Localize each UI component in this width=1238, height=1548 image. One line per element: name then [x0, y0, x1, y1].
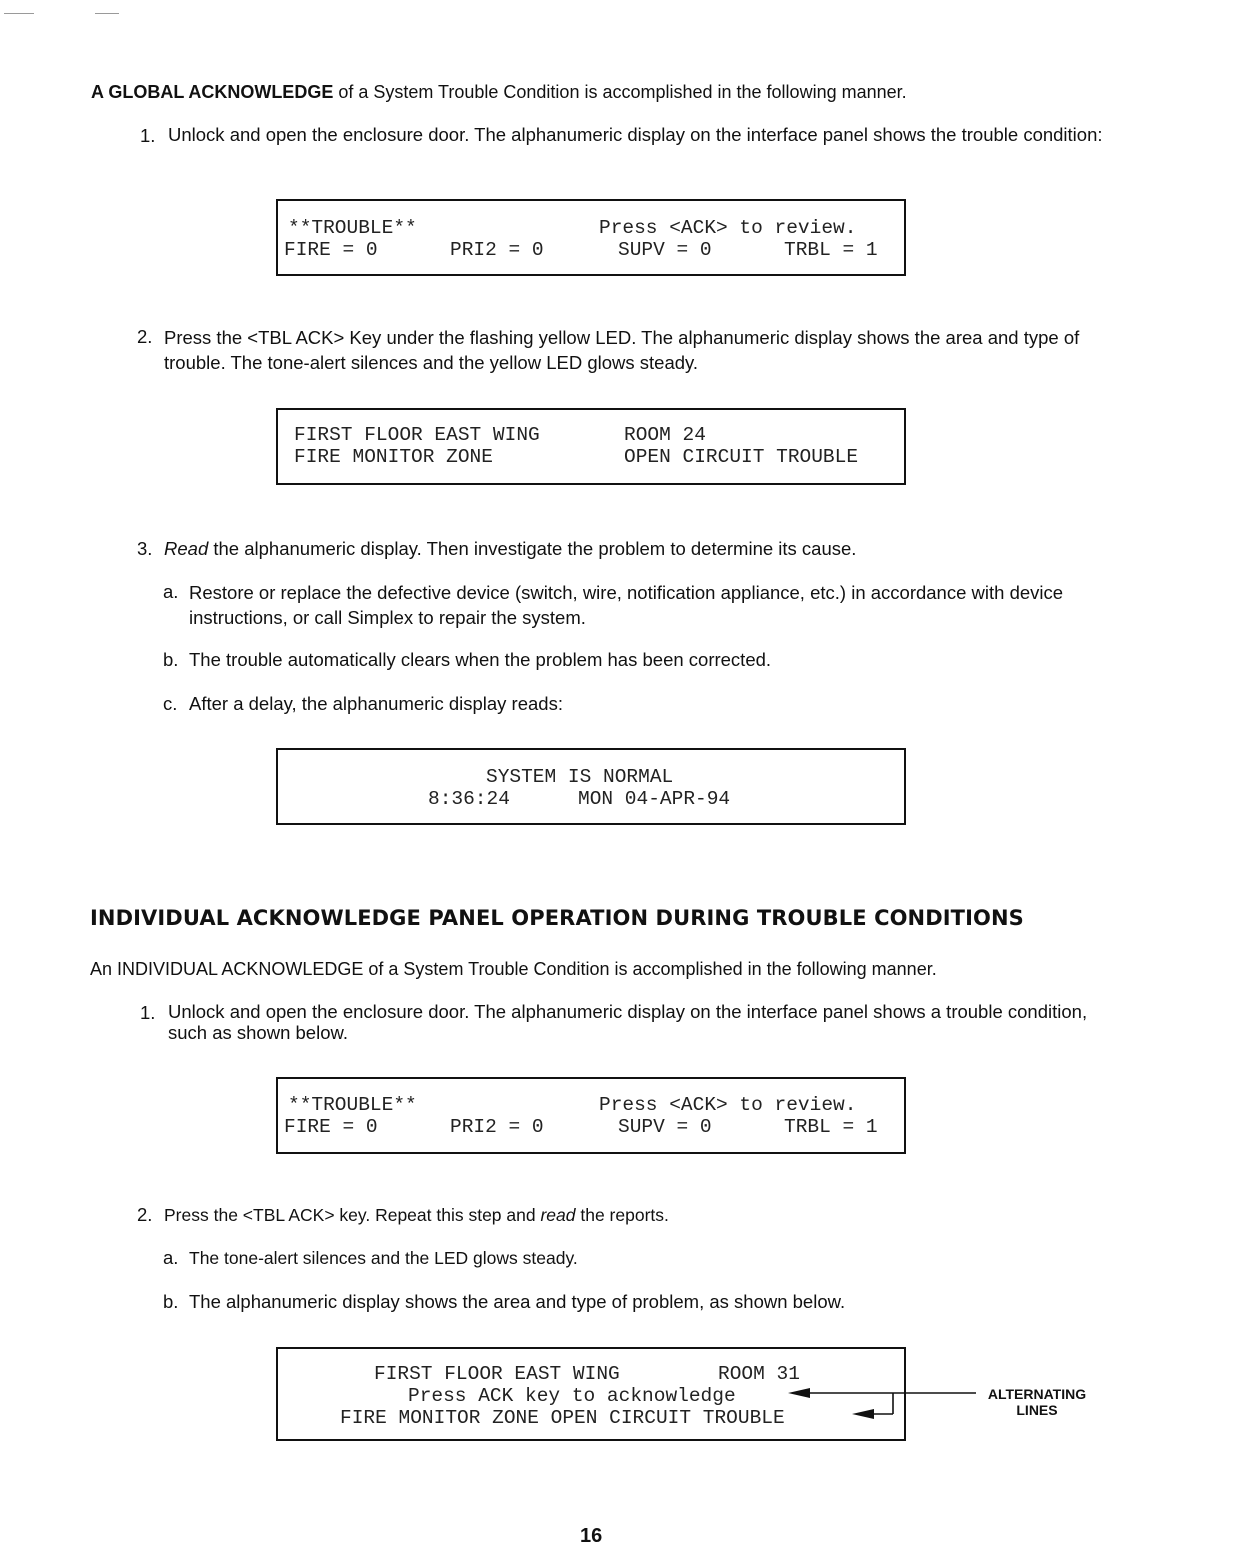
- display-line: FIRE MONITOR ZONE OPEN CIRCUIT TROUBLE: [340, 1407, 785, 1429]
- step-1-text: Unlock and open the enclosure door. The alphanumeric display on the interface panel shows a trouble condition, such as shown below.: [168, 1001, 1088, 1043]
- scan-mark: [4, 13, 34, 14]
- arrow-line-3: [852, 1393, 893, 1419]
- display-line: **TROUBLE**: [288, 1094, 417, 1116]
- display-line: SUPV = 0: [618, 1116, 712, 1138]
- display-line: 8:36:24: [428, 788, 510, 810]
- display-line: SYSTEM IS NORMAL: [486, 766, 674, 788]
- step-2-text: Press the <TBL ACK> Key under the flashing yellow LED. The alphanumeric display shows the area and type of trouble. The tone-alert silences and the yellow LED glows steady.: [164, 327, 1080, 373]
- substep-letter: b.: [163, 1291, 179, 1312]
- step-2-italic: read: [540, 1205, 576, 1225]
- display-line: FIRE MONITOR ZONE: [294, 446, 493, 468]
- display-line: OPEN CIRCUIT TROUBLE: [624, 446, 859, 468]
- substep-b-text: The alphanumeric display shows the area and type of problem, as shown below.: [189, 1291, 846, 1312]
- step-3-rest: the alphanumeric display. Then investigate the problem to determine its cause.: [208, 538, 857, 559]
- step-number: 1.: [140, 1002, 156, 1023]
- display-line: SUPV = 0: [618, 239, 712, 261]
- display-line: **TROUBLE**: [288, 217, 417, 239]
- display-line: TRBL = 1: [784, 239, 878, 261]
- display-line: TRBL = 1: [784, 1116, 878, 1138]
- substep-c-text: After a delay, the alphanumeric display reads:: [189, 693, 563, 714]
- step-number: 2.: [137, 326, 153, 347]
- global-intro-bold: A GLOBAL ACKNOWLEDGE: [91, 82, 334, 102]
- arrow-line-2: [788, 1388, 904, 1398]
- display-trouble-summary: [276, 199, 906, 276]
- display-line: FIRST FLOOR EAST WING: [294, 424, 540, 446]
- substep-letter: a.: [163, 581, 179, 602]
- step-1-text: Unlock and open the enclosure door. The alphanumeric display on the interface panel shows the trouble condition:: [168, 124, 1103, 145]
- display-line: ROOM 31: [718, 1363, 800, 1385]
- substep-a-text: The tone-alert silences and the LED glows steady.: [189, 1248, 578, 1268]
- step-2-post: the reports.: [575, 1205, 669, 1225]
- display-line: PRI2 = 0: [450, 239, 544, 261]
- display-line: FIRST FLOOR EAST WING: [374, 1363, 620, 1385]
- display-line: FIRE = 0: [284, 239, 378, 261]
- page-number: 16: [580, 1525, 603, 1547]
- step-3-text: [164, 537, 856, 561]
- substep-letter: a.: [163, 1247, 179, 1268]
- display-trouble-summary: [276, 1077, 906, 1154]
- display-line: Press <ACK> to review.: [599, 217, 857, 239]
- global-intro-text: of a System Trouble Condition is accomplished in the following manner.: [333, 82, 907, 102]
- substep-b-text: The trouble automatically clears when the problem has been corrected.: [189, 649, 772, 670]
- display-line: MON 04-APR-94: [578, 788, 731, 810]
- step-3-italic: Read: [164, 538, 209, 559]
- global-intro: [91, 80, 907, 104]
- display-system-normal: [276, 748, 906, 825]
- display-trouble-detail: [276, 408, 906, 485]
- display-line: Press <ACK> to review.: [599, 1094, 857, 1116]
- display-line: FIRE = 0: [284, 1116, 378, 1138]
- substep-letter: c.: [163, 693, 178, 714]
- substep-letter: b.: [163, 649, 179, 670]
- display-line: Press ACK key to acknowledge: [408, 1385, 736, 1407]
- step-number: 2.: [137, 1204, 153, 1225]
- alternating-lines-callout: [978, 1386, 1096, 1418]
- section-heading: INDIVIDUAL ACKNOWLEDGE PANEL OPERATION DURING TROUBLE CONDITIONS: [90, 906, 1024, 930]
- callout-line-1: ALTERNATING: [987, 1386, 1087, 1402]
- display-line: PRI2 = 0: [450, 1116, 544, 1138]
- substep-a-text: Restore or replace the defective device (switch, wire, notification appliance, etc.) in accordance with device instructions, or call Simplex to repair the system.: [189, 582, 1064, 628]
- step-2-pre: Press the <TBL ACK> key. Repeat this step and: [164, 1205, 541, 1225]
- step-number: 3.: [137, 538, 153, 559]
- display-line: ROOM 24: [624, 424, 706, 446]
- step-2-text: [164, 1203, 669, 1227]
- scan-mark: [95, 13, 119, 14]
- individual-intro: An INDIVIDUAL ACKNOWLEDGE of a System Trouble Condition is accomplished in the following manner.: [90, 959, 937, 979]
- step-number: 1.: [140, 125, 156, 146]
- callout-line-2: LINES: [1016, 1402, 1058, 1418]
